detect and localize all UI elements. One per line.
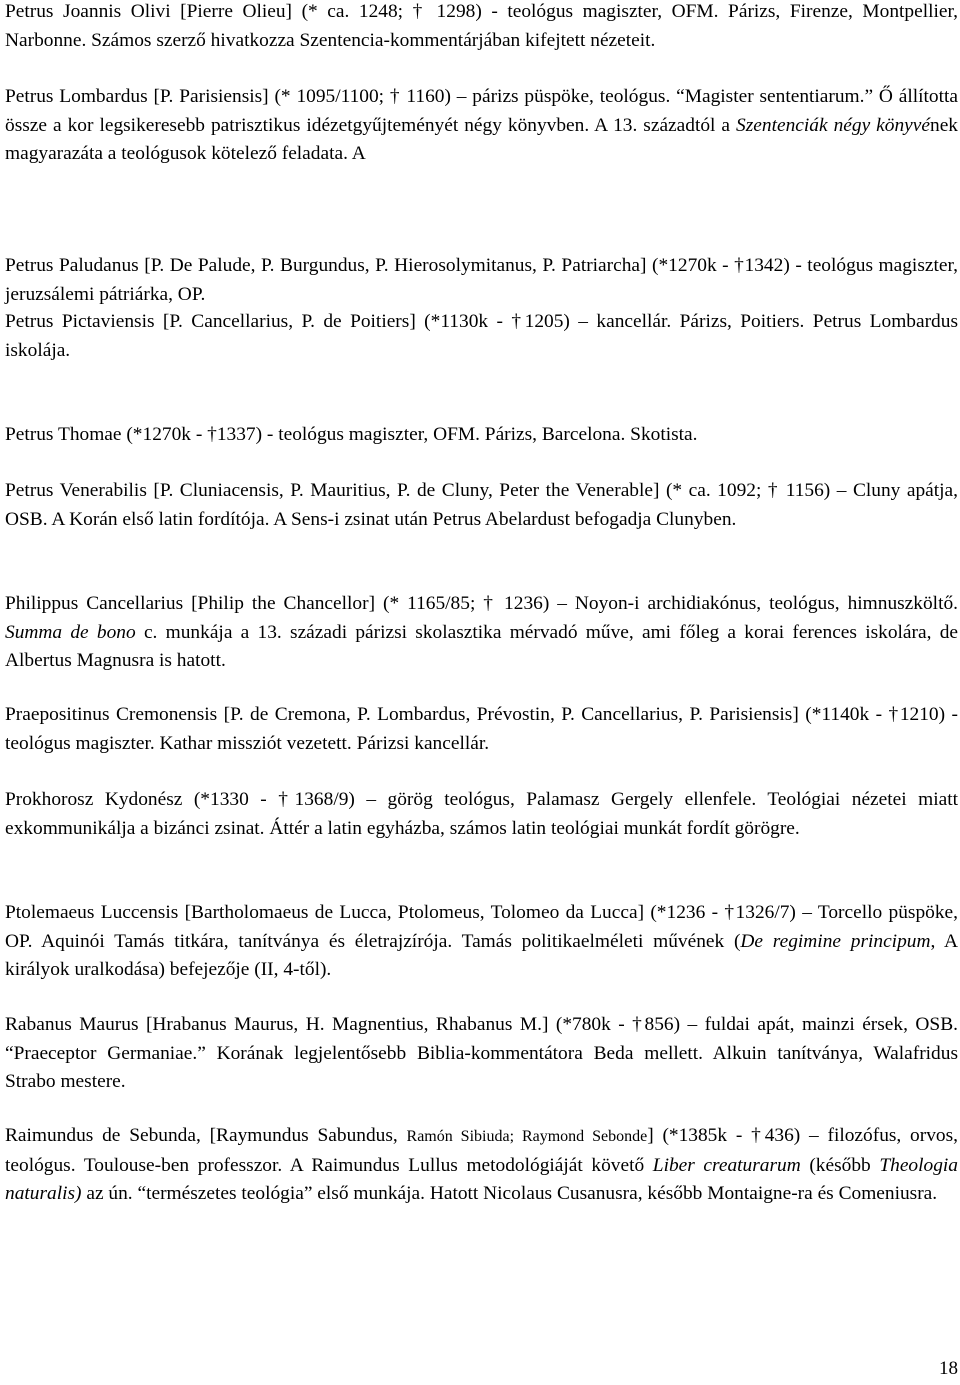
entry-olivi-text: Petrus Joannis Olivi [Pierre Olieu] (* ca. 1248; † 1298) - teológus magiszter, OFM. Párizs, Firenze, Montpellier, Narbonne. Számos szerző hivatkozza Szentencia-kommentárjában kifejtett nézeteit. — [5, 1, 958, 51]
entry-praepositinus-text: Praepositinus Cremonensis [P. de Cremona, P. Lombardus, Prévostin, P. Cancellarius, P. Parisiensis] (*1140k - †1210) - teológus magiszter. Kathar missziót vezetett. Párizsi kancellár. — [5, 704, 958, 754]
entry-paludanus — [5, 252, 958, 309]
entry-thomae — [5, 421, 958, 450]
entry-raimundus-title-1: Liber creaturarum — [652, 1154, 801, 1176]
entry-raimundus-text: Raimundus de Sebunda, [Raymundus Sabundus, — [5, 1125, 407, 1146]
entry-rabanus — [5, 1011, 958, 1097]
entry-pictaviensis — [5, 308, 958, 365]
entry-pictaviensis-text: Petrus Pictaviensis [P. Cancellarius, P. de Poitiers] (*1130k - †1205) ‒ kancellár. Párizs, Poitiers. Petrus Lombardus iskolája. — [5, 311, 958, 361]
page-number: 18 — [939, 1358, 958, 1379]
entry-lombardus-text: Petrus Lombardus [P. Parisiensis] (* 1095/1100; † 1160) ‒ párizs püspöke, teológus. “Magister sententiarum.” Ő állította össze a kor legsikeresebb patrisztikus idézetgyűjteményét négy könyvben. A 13. századtól a — [5, 86, 958, 136]
entry-paludanus-text: Petrus Paludanus [P. De Palude, P. Burgundus, P. Hierosolymitanus, P. Patriarcha] (*1270k - †1342) - teológus magiszter, jeruzsálemi pátriárka, OP. — [5, 255, 958, 305]
entry-raimundus-names: Ramón Sibiuda; Raymond Sebonde — [406, 1128, 648, 1145]
entry-raimundus — [5, 1122, 958, 1209]
entry-philippus-text: Philippus Cancellarius [Philip the Chancellor] (* 1165/85; † 1236) ‒ Noyon-i archidiakónus, teológus, himnuszköltő. — [5, 593, 958, 614]
entry-rabanus-text: Rabanus Maurus [Hrabanus Maurus, H. Magnentius, Rhabanus M.] (*780k - †856) ‒ fuldai apát, mainzi érsek, OSB. “Praeceptor Germaniae.” Korának legjelentősebb Biblia-kommentátora Beda mellett. Alkuin tanítványa, Walafridus Strabo mestere. — [5, 1014, 958, 1093]
entry-lombardus-title: Szentenciák négy könyvé — [736, 114, 930, 136]
entry-ptolemaeus — [5, 899, 958, 985]
entry-ptolemaeus-text-end: , A királyok uralkodása) befejezője (II, 4-től). — [5, 930, 959, 981]
entry-praepositinus — [5, 701, 958, 758]
entry-philippus-title: Summa de bono — [5, 621, 136, 643]
entry-ptolemaeus-title: De regimine principum — [740, 930, 931, 952]
entry-kydonesz-text: Prokhorosz Kydonész (*1330 - †1368/9) ‒ görög teológus, Palamasz Gergely ellenfele. Teológiai nézetei miatt exkommunikálja a bizánci zsinat. Áttér a latin egyházba, számos latin teológiai munkát fordít görögre. — [5, 789, 958, 839]
entry-venerabilis-text: Petrus Venerabilis [P. Cluniacensis, P. Mauritius, P. de Cluny, Peter the Venerable] (* ca. 1092; † 1156) ‒ Cluny apátja, OSB. A Korán első latin fordítója. A Sens-i zsinat után Petrus Abelardust befogadja Clunyben. — [5, 480, 958, 530]
entry-venerabilis — [5, 477, 958, 534]
entry-thomae-text: Petrus Thomae (*1270k - †1337) - teológus magiszter, OFM. Párizs, Barcelona. Skotista. — [5, 424, 698, 445]
entry-raimundus-title-2: Theologia naturalis) — [5, 1154, 958, 1205]
entry-lombardus-text-end: nek magyarazáta a teológusok kötelező feladata. A — [5, 114, 958, 165]
entry-ptolemaeus-text: Ptolemaeus Luccensis [Bartholomaeus de Lucca, Ptolomeus, Tolomeo da Lucca] (*1236 - †1326/7) ‒ Torcello püspöke, OP. Aquinói Tamás titkára, tanítványa és életrajzírója. Tamás politikaelméleti művének ( — [5, 902, 958, 952]
entry-raimundus-text-4: az ún. “természetes teológia” első munkája. Hatott Nicolaus Cusanusra, később Montaigne-ra és Comeniusra. — [81, 1183, 938, 1205]
entry-olivi — [5, 0, 958, 55]
entry-lombardus — [5, 83, 958, 169]
entry-raimundus-text-3: (később — [800, 1154, 880, 1176]
entry-philippus — [5, 590, 958, 676]
entry-raimundus-text-2: ] (*1385k - †436) ‒ filozófus, orvos, teológus. Toulouse-ben professzor. A Raimundus Lullus metodológiáját követő — [5, 1125, 958, 1176]
entry-philippus-text-end: c. munkája a 13. századi párizsi skolasztika mérvadó műve, ami főleg a korai ferences iskolára, de Albertus Magnusra is hatott. — [5, 621, 958, 672]
entry-kydonesz — [5, 786, 958, 843]
